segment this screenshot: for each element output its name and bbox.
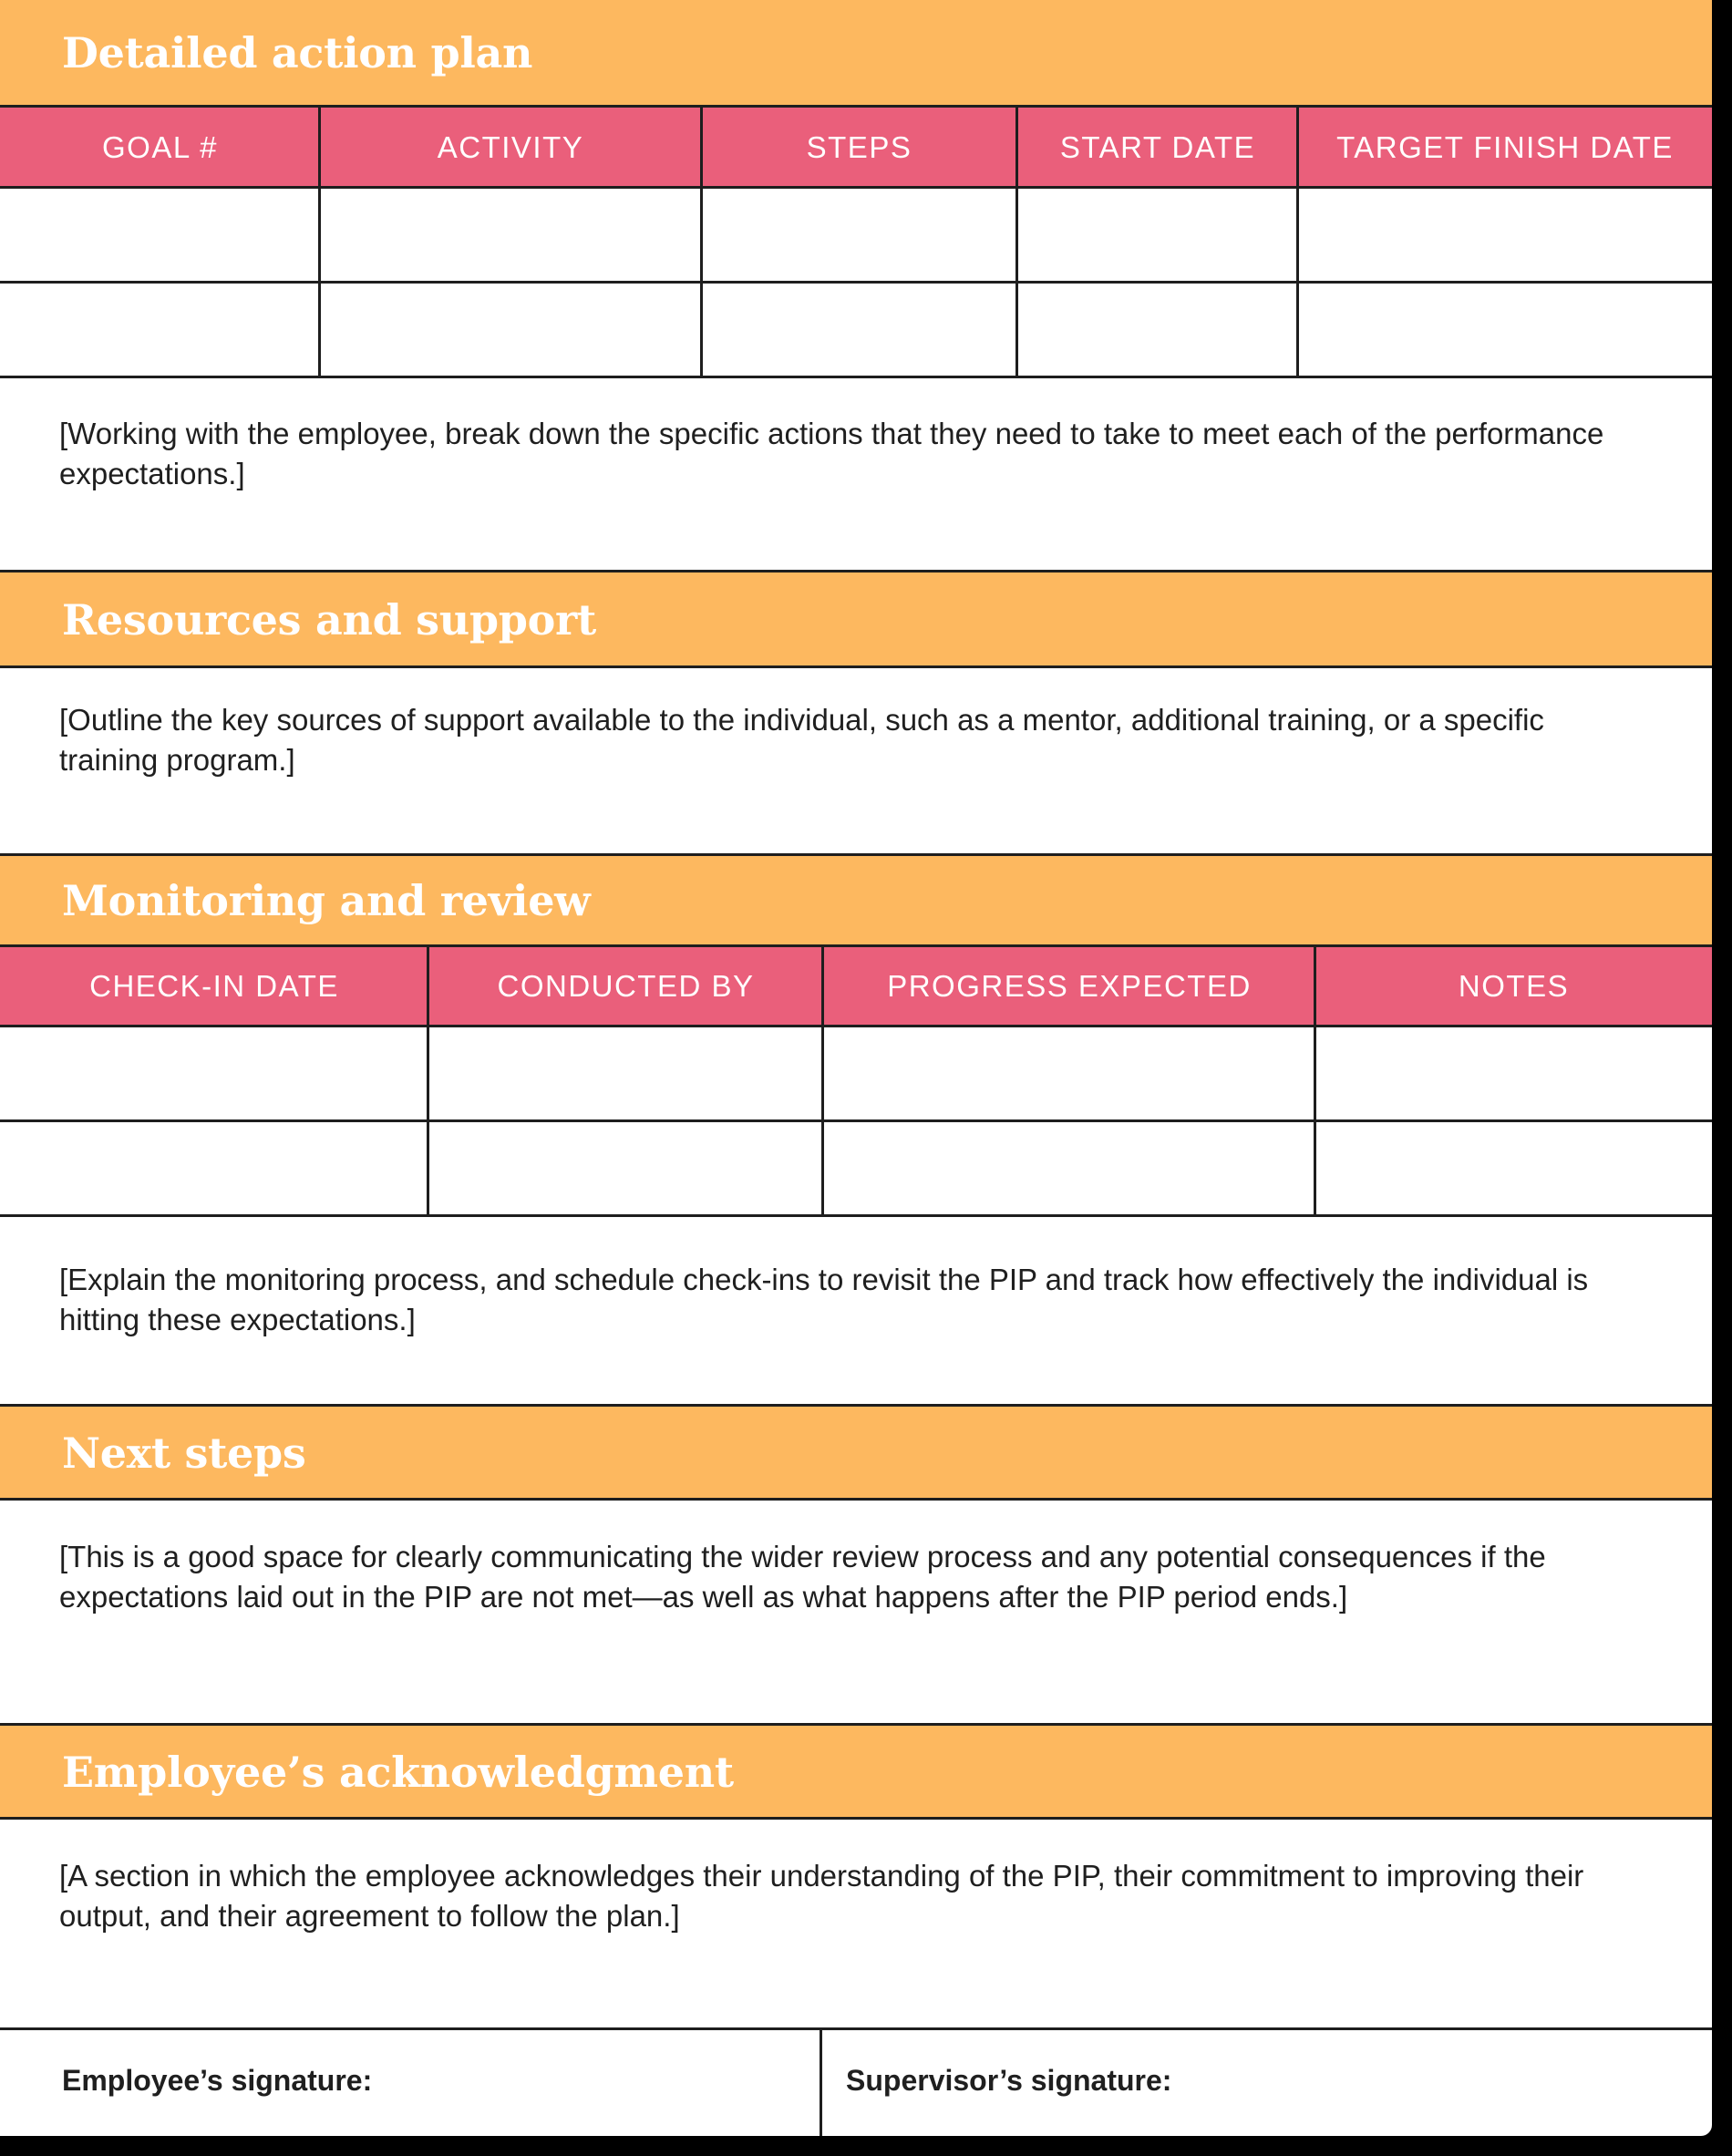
divider [0,1498,1712,1501]
resources-title: Resources and support [62,594,596,645]
divider [0,376,1712,378]
divider [0,1025,1712,1027]
supervisor-signature-label: Supervisor’s signature: [846,2064,1172,2097]
column-header-activity: ACTIVITY [437,129,584,164]
column-header-steps: STEPS [806,129,912,164]
column-header-notes: NOTES [1458,969,1570,1003]
column-header-check-in-date: CHECK-IN DATE [89,969,339,1003]
divider [0,1214,1712,1217]
column-divider [427,945,429,1217]
divider [0,665,1712,668]
section-header-next-steps [0,1407,1712,1499]
column-header-progress-expected: PROGRESS EXPECTED [887,969,1252,1003]
action-plan-description: [Working with the employee, break down the specific actions that they need to take to meet each of the performance expectations.] [59,417,1604,490]
monitoring-column-headers [0,947,1712,1026]
column-divider [1314,945,1316,1217]
acknowledgment-description: [A section in which the employee acknowledges their understanding of the PIP, their commitment to improving their output, and their agreement to follow the plan.] [59,1859,1584,1933]
action-plan-title: Detailed action plan [62,28,533,77]
next-steps-title: Next steps [62,1428,306,1478]
divider [0,2027,1712,2030]
action-plan-column-headers [0,108,1712,187]
resources-description: [Outline the key sources of support available to the individual, such as a mentor, additional training, or a specific training program.] [59,703,1544,777]
employee-signature-label: Employee’s signature: [62,2064,373,2097]
divider [0,1119,1712,1122]
column-divider [1015,106,1018,378]
divider [0,186,1712,189]
column-divider [820,2027,822,2136]
column-header-start-date: START DATE [1059,129,1256,164]
column-header-conducted-by: CONDUCTED BY [497,969,755,1003]
acknowledgment-title: Employee’s acknowledgment [62,1747,734,1797]
section-header-resources [0,573,1712,666]
divider [0,281,1712,284]
column-divider [700,106,703,378]
column-header-goal: GOAL # [102,129,218,164]
column-divider [821,945,824,1217]
section-header-acknowledgment [0,1726,1712,1818]
section-header-monitoring [0,856,1712,945]
monitoring-title: Monitoring and review [62,876,591,925]
column-divider [1296,106,1299,378]
column-header-target-finish-date: TARGET FINISH DATE [1336,129,1674,164]
monitoring-description: [Explain the monitoring process, and schedule check-ins to revisit the PIP and track how effectively the individual is hitting these expectations.] [59,1263,1589,1336]
divider [0,1817,1712,1820]
next-steps-description: [This is a good space for clearly communicating the wider review process and any potential consequences if the expectations laid out in the PIP are not met—as well as what happens after the PIP period ends.] [59,1540,1546,1614]
section-header-action-plan [0,0,1712,106]
column-divider [318,106,321,378]
